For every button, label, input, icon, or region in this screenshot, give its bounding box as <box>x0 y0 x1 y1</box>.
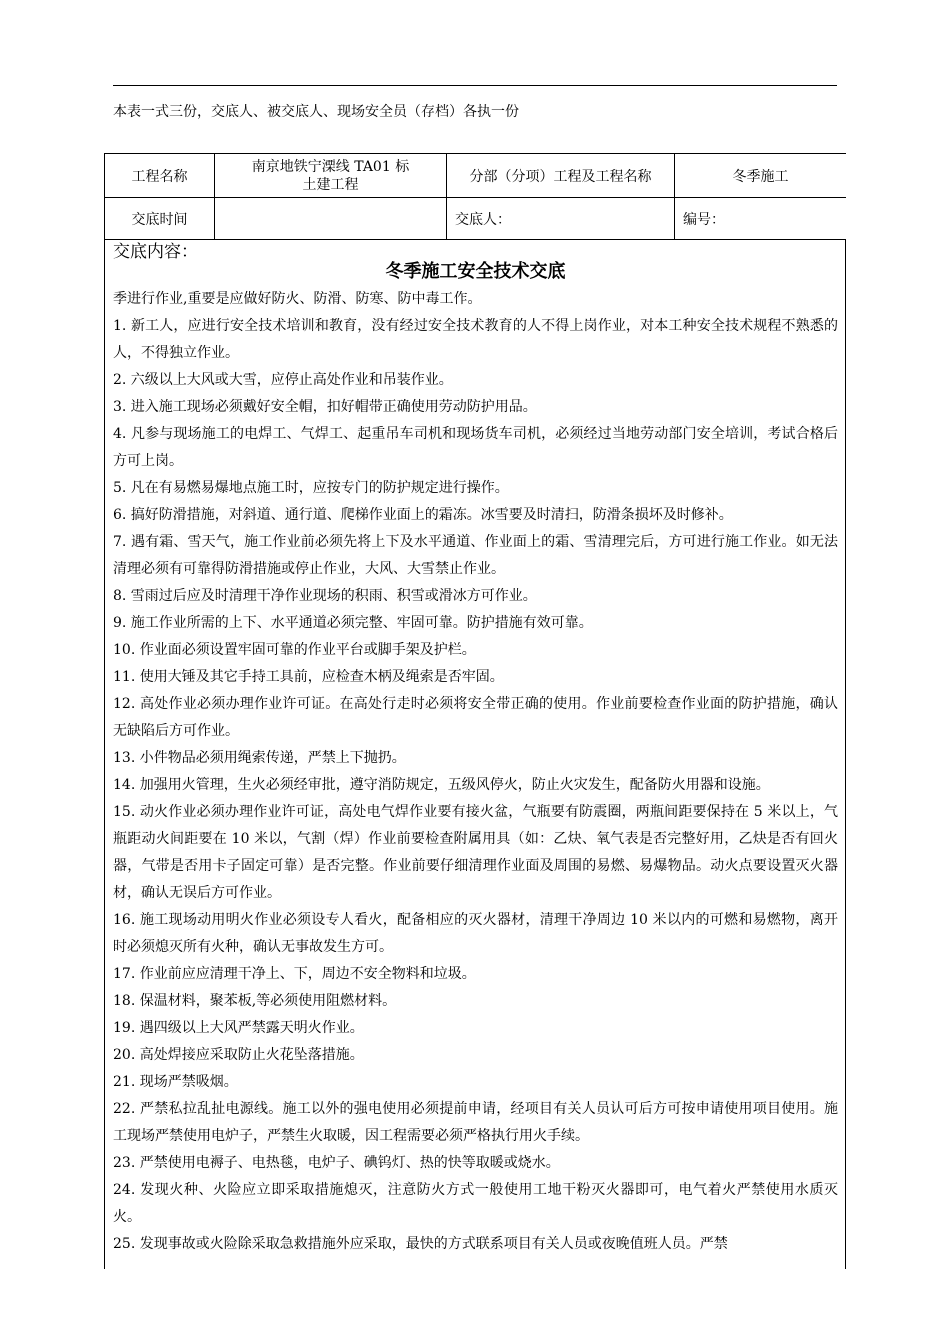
paragraph: 14. 加强用火管理，生火必须经审批，遵守消防规定，五级风停火，防止火灾发生，配备防火用器和设施。 <box>113 777 770 793</box>
paragraph: 19. 遇四级以上大风严禁露天明火作业。 <box>113 1020 364 1036</box>
handover-time-label: 交底时间 <box>105 198 215 240</box>
paragraph: 17. 作业前应应清理干净上、下，周边不安全物料和垃圾。 <box>113 966 476 982</box>
header-table <box>104 153 846 240</box>
copy-note: 本表一式三份，交底人、被交底人、现场安全员（存档）各执一份 <box>113 104 519 120</box>
paragraph: 11. 使用大锤及其它手持工具前，应检查木柄及绳索是否牢固。 <box>113 669 504 685</box>
paragraph: 7. 遇有霜、雪天气，施工作业前必须先将上下及水平通道、作业面上的霜、雪清理完后，方可进行施工作业。如无法清理必须有可靠得防滑措施或停止作业，大风、大雪禁止作业。 <box>113 534 838 577</box>
paragraph: 13. 小件物品必须用绳索传递，严禁上下抛扔。 <box>113 750 406 766</box>
paragraph: 4. 凡参与现场施工的电焊工、气焊工、起重吊车司机和现场货车司机，必须经过当地劳动部门安全培训，考试合格后方可上岗。 <box>113 426 838 469</box>
paragraph: 1. 新工人，应进行安全技术培训和教育，没有经过安全技术教育的人不得上岗作业，对本工种安全技术规程不熟悉的人，不得独立作业。 <box>113 318 838 361</box>
paragraph: 22. 严禁私拉乱扯电源线。施工以外的强电使用必须提前申请，经项目有关人员认可后方可按申请使用项目使用。施工现场严禁使用电炉子，严禁生火取暖，因工程需要必须严格执行用火手续。 <box>113 1101 838 1144</box>
document-title: 冬季施工安全技术交底 <box>385 261 566 282</box>
paragraph: 24. 发现火种、火险应立即采取措施熄灭，注意防火方式一般使用工地干粉灭火器即可，电气着火严禁使用水质灭火。 <box>113 1182 838 1225</box>
paragraph: 9. 施工作业所需的上下、水平通道必须完整、牢固可靠。防护措施有效可靠。 <box>113 615 593 631</box>
handover-time-value <box>215 198 447 240</box>
top-rule <box>113 85 837 86</box>
handover-person-label: 交底人： <box>447 198 675 240</box>
content-box <box>104 240 846 1269</box>
paragraph: 6. 搞好防滑措施，对斜道、通行道、爬梯作业面上的霜冻。冰雪要及时清扫，防滑条损坏及时修补。 <box>113 507 733 523</box>
sub-project-label: 分部（分项）工程及工程名称 <box>447 154 675 198</box>
paragraph: 2. 六级以上大风或大雪，应停止高处作业和吊装作业。 <box>113 372 453 388</box>
content-label: 交底内容： <box>113 242 198 262</box>
paragraph: 季进行作业,重要是应做好防火、防滑、防寒、防中毒工作。 <box>113 291 482 307</box>
project-name-label: 工程名称 <box>105 154 215 198</box>
paragraph: 8. 雪雨过后应及时清理干净作业现场的积雨、积雪或滑冰方可作业。 <box>113 588 537 604</box>
paragraph: 16. 施工现场动用明火作业必须设专人看火，配备相应的灭火器材，清理干净周边 10 米以内的可燃和易燃物，离开时必须熄灭所有火种，确认无事故发生方可。 <box>113 912 838 955</box>
number-label: 编号： <box>675 198 847 240</box>
paragraph: 25. 发现事故或火险除采取急救措施外应采取，最快的方式联系项目有关人员或夜晚值班人员。严禁 <box>113 1236 728 1252</box>
paragraph: 3. 进入施工现场必须戴好安全帽，扣好帽带正确使用劳动防护用品。 <box>113 399 537 415</box>
project-name-line2: 土建工程 <box>302 176 359 193</box>
handover-form <box>104 153 846 1269</box>
project-name-value <box>215 154 447 198</box>
paragraph: 10. 作业面必须设置牢固可靠的作业平台或脚手架及护栏。 <box>113 642 476 658</box>
paragraph: 23. 严禁使用电褥子、电热毯，电炉子、碘钨灯、热的快等取暖或烧水。 <box>113 1155 560 1171</box>
paragraph: 21. 现场严禁吸烟。 <box>113 1074 238 1090</box>
paragraph: 15. 动火作业必须办理作业许可证，高处电气焊作业要有接火盆，气瓶要有防震圈，两瓶间距要保持在 5 米以上，气瓶距动火间距要在 10 米以，气割（焊）作业前要检查附属用具（如：乙炔、氧气表是否完整好用，乙炔是否有回火器，气带是否用卡子固定可靠）是否完整。作业前要仔细清理作业面及周围的易燃、易爆物品。动火点要设置灭火器材，确认无误后方可作业。 <box>113 804 838 901</box>
project-name-line1: 南京地铁宁溧线 TA01 标 <box>251 158 410 175</box>
paragraph: 18. 保温材料，聚苯板,等必须使用阻燃材料。 <box>113 993 397 1009</box>
paragraph: 5. 凡在有易燃易爆地点施工时，应按专门的防护规定进行操作。 <box>113 480 509 496</box>
sub-project-value: 冬季施工 <box>675 154 847 198</box>
paragraph: 20. 高处焊接应采取防止火花坠落措施。 <box>113 1047 364 1063</box>
paragraph: 12. 高处作业必须办理作业许可证。在高处行走时必须将安全带正确的使用。作业前要检查作业面的防护措施，确认无缺陷后方可作业。 <box>113 696 838 739</box>
